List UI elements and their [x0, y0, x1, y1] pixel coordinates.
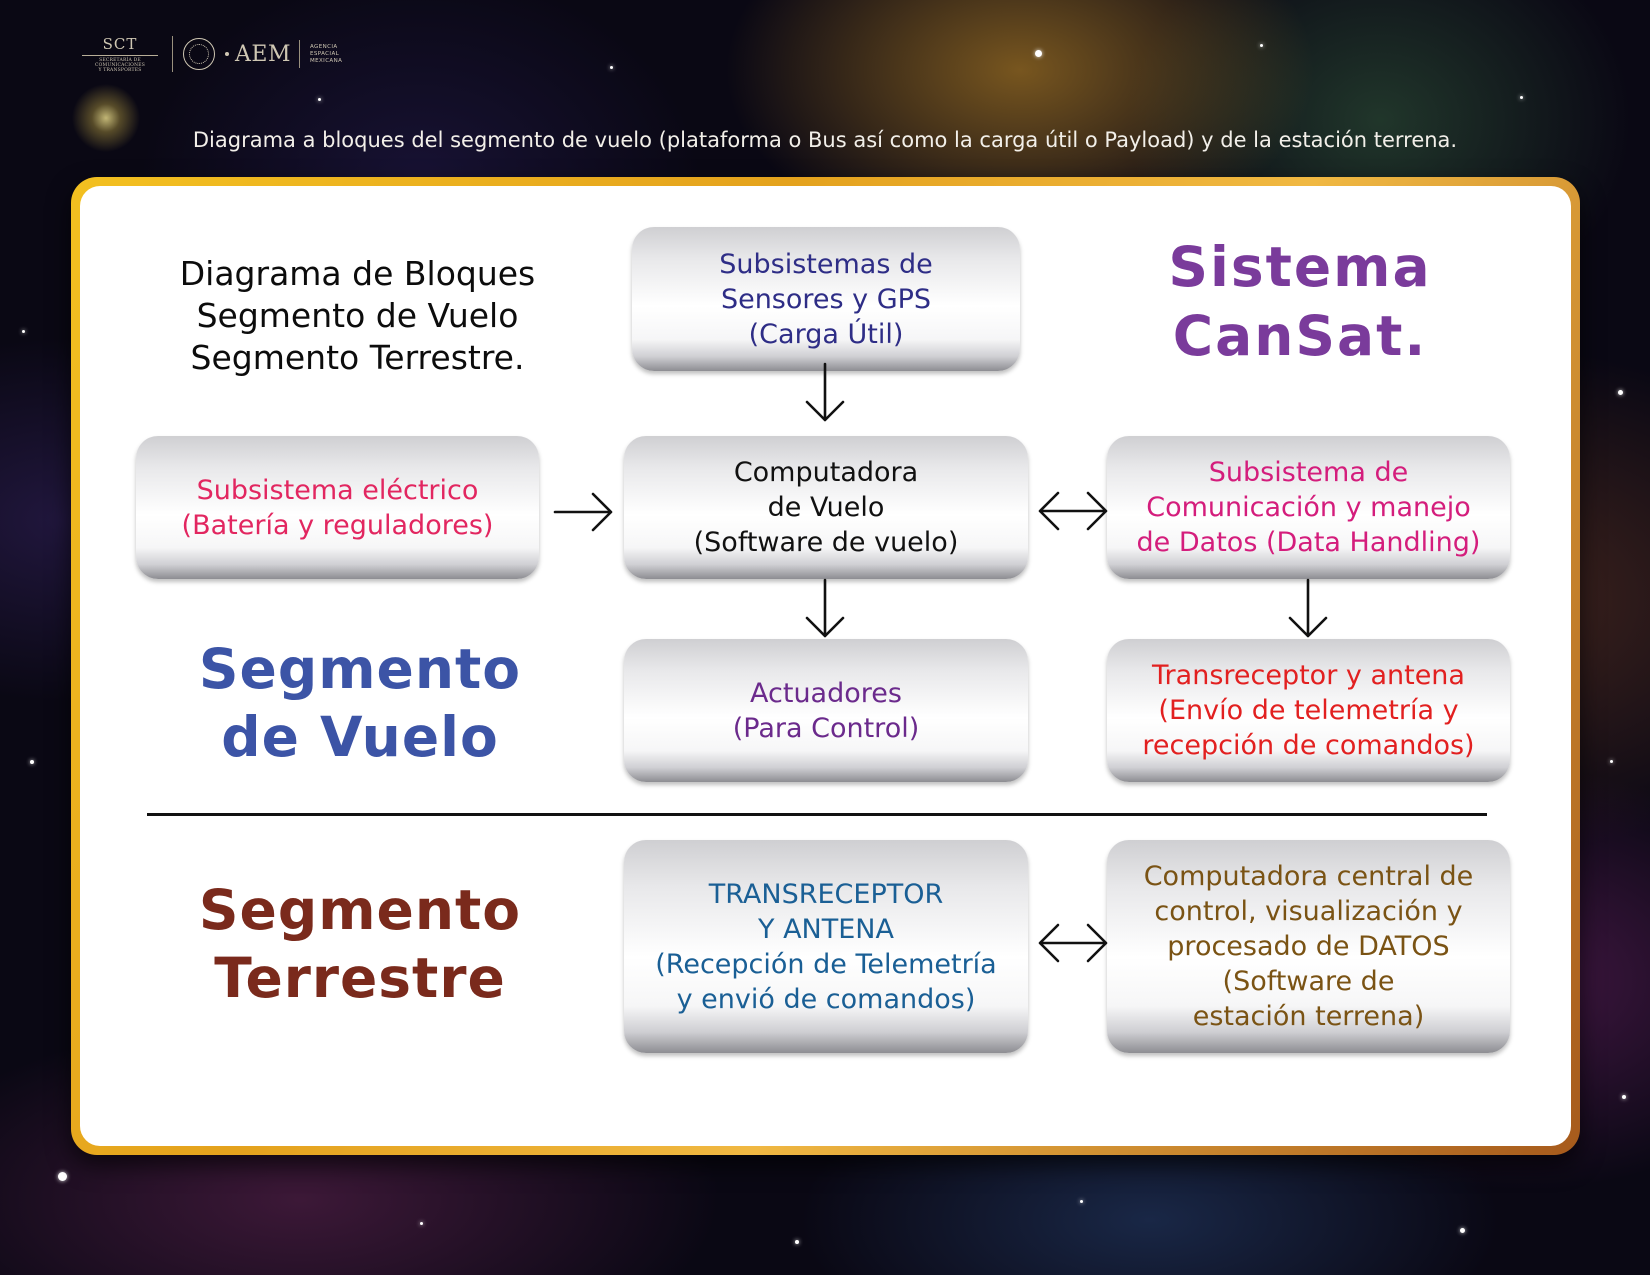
label-line: Terrestre: [214, 946, 506, 1010]
label-line: de Datos (Data Handling): [1136, 527, 1481, 558]
label-line: (Software de: [1222, 966, 1395, 997]
sct-subtitle: SECRETARÍA DE COMUNICACIONES Y TRANSPORTES: [95, 58, 145, 73]
label-line: CanSat.: [1172, 304, 1428, 368]
label: [694, 455, 959, 560]
star: [1520, 96, 1523, 99]
block-power: [136, 436, 539, 579]
label: [733, 676, 920, 746]
label-line: Subsistema de: [1208, 457, 1409, 488]
arrow-ground-bidirectional: [1036, 921, 1110, 965]
block-flight-computer: [624, 436, 1028, 579]
diagram-title: [150, 253, 565, 379]
label-line: Comunicación y manejo: [1146, 492, 1471, 523]
label: [150, 253, 565, 379]
arrow-computer-comms-bidirectional: [1036, 489, 1110, 533]
label-line: control, visualización y: [1154, 896, 1463, 927]
aem-wordmark: AEM: [235, 41, 291, 67]
label-line: TRANSRECEPTOR: [708, 878, 944, 910]
sct-logo: [78, 35, 162, 73]
label-line: (Batería y reguladores): [181, 509, 494, 541]
block-ground-computer: [1107, 840, 1510, 1053]
label-line: Segmento Terrestre.: [190, 338, 525, 377]
label-line: Segmento: [198, 878, 522, 942]
label-line: Sistema: [1168, 235, 1432, 299]
label-line: Subsistemas de: [719, 248, 933, 280]
label-line: Segmento de Vuelo: [196, 296, 519, 335]
label-line: (Para Control): [732, 712, 920, 744]
block-sensors: [632, 227, 1020, 371]
aem-subtitle: AGENCIA ESPACIAL MEXICANA: [309, 43, 343, 64]
label-line: Y ANTENA: [758, 913, 894, 945]
dot-icon: [225, 52, 229, 56]
block-actuators: [624, 639, 1028, 782]
label: [1144, 859, 1474, 1034]
arrow-power-to-computer: [553, 492, 615, 532]
label-line: procesado de DATOS: [1167, 931, 1450, 962]
label: [182, 473, 494, 543]
arrow-sensors-to-computer: [805, 362, 845, 426]
label-line: Computadora: [733, 457, 919, 488]
star: [1080, 1200, 1083, 1203]
sct-aem-logo: [78, 34, 342, 74]
label-line: Computadora central de: [1143, 861, 1474, 892]
star: [22, 330, 25, 333]
label: [140, 637, 580, 769]
arrow-computer-to-actuators: [805, 578, 845, 640]
label-line: Segmento: [198, 637, 522, 701]
diagram-caption: Diagrama a bloques del segmento de vuelo (plataforma o Bus así como la carga útil o Payload) y de la estación terrena.: [192, 128, 1458, 152]
label-line: estación terrena): [1192, 1001, 1425, 1032]
star: [1622, 1095, 1626, 1099]
ground-segment-title: [140, 878, 580, 1010]
arrow-comms-to-transceiver: [1288, 578, 1328, 640]
block-ground-transceiver: [624, 840, 1028, 1053]
star: [795, 1240, 799, 1244]
label-line: (Software de vuelo): [693, 527, 959, 558]
label-line: y envió de comandos): [676, 983, 976, 1015]
star: [1460, 1228, 1465, 1233]
label-line: (Recepción de Telemetría: [655, 948, 997, 980]
star: [1618, 390, 1623, 395]
label-line: Actuadores: [750, 677, 902, 709]
label-line: (Envío de telemetría y: [1158, 695, 1459, 726]
label-line: Subsistema eléctrico: [196, 474, 479, 506]
label-line: de Vuelo: [221, 705, 499, 769]
star: [1035, 50, 1042, 57]
star: [1260, 44, 1263, 47]
label-line: de Vuelo: [767, 492, 885, 523]
star: [610, 66, 613, 69]
label-line: (Carga Útil): [748, 318, 904, 350]
star: [420, 1222, 423, 1225]
flight-segment-title: [140, 637, 580, 769]
star: [318, 98, 321, 101]
block-comms: [1107, 436, 1510, 579]
label: [1100, 235, 1500, 368]
label-line: recepción de comandos): [1142, 730, 1475, 761]
sct-wordmark: SCT: [102, 35, 138, 53]
block-transceiver: [1107, 639, 1510, 782]
system-title: [1100, 235, 1500, 368]
segment-divider: [147, 813, 1487, 816]
label: [655, 877, 996, 1017]
label: [719, 247, 932, 352]
label-line: Diagrama de Bloques: [179, 254, 536, 293]
star: [30, 760, 34, 764]
label: [1142, 658, 1474, 763]
label: [140, 878, 580, 1010]
national-seal-icon: [183, 38, 215, 70]
logo-divider: [172, 36, 173, 72]
label: [1137, 455, 1481, 560]
label-line: Transreceptor y antena: [1152, 660, 1465, 691]
star: [1610, 760, 1613, 763]
label-line: Sensores y GPS: [720, 283, 932, 315]
star: [58, 1172, 67, 1181]
